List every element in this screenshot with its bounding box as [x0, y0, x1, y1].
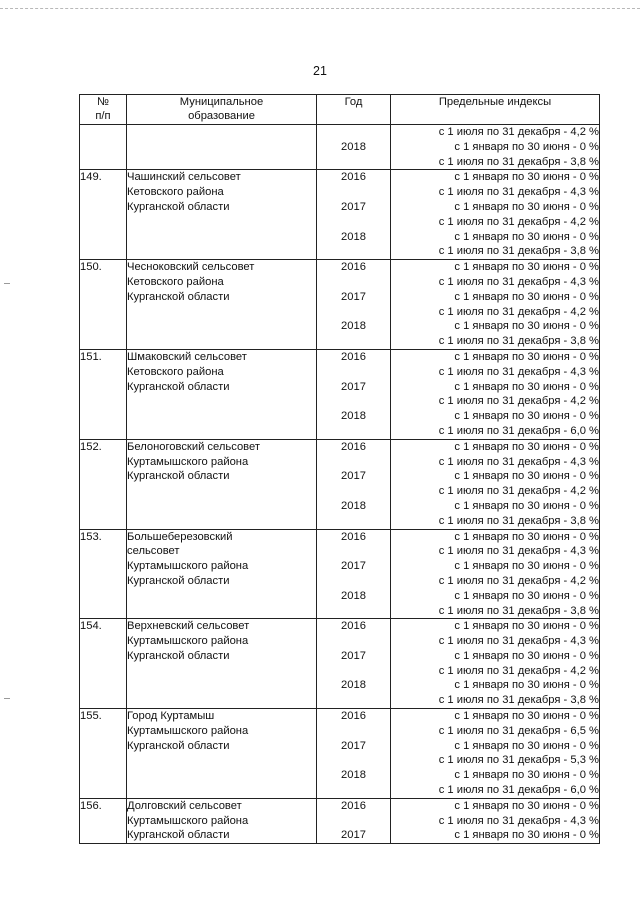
year-cell: [317, 529, 391, 619]
municipality-name-line: Куртамышского района: [127, 724, 249, 737]
year-cell: [317, 709, 391, 799]
table-body: [80, 125, 600, 844]
index-value: с 1 января по 30 июня - 0 %: [454, 470, 599, 483]
index-value: с 1 июля по 31 декабря - 4,3 %: [438, 545, 599, 558]
year-value: 2016: [341, 620, 366, 633]
municipality-name-line: Куртамышского района: [127, 635, 249, 648]
index-value: с 1 июля по 31 декабря - 6,0 %: [438, 784, 599, 797]
index-value: с 1 июля по 31 декабря - 4,3 %: [438, 814, 599, 827]
year-value: [317, 634, 390, 649]
index-value: с 1 июля по 31 декабря - 6,0 %: [438, 424, 599, 437]
table-row: [80, 349, 600, 439]
municipality-name-line: Курганской области: [127, 649, 230, 662]
year-value: 2017: [341, 200, 366, 213]
index-value: с 1 января по 30 июня - 0 %: [454, 171, 599, 184]
municipality-name-line: Курганской области: [127, 574, 230, 587]
year-value: 2018: [341, 320, 366, 333]
year-value: 2018: [341, 499, 366, 512]
header-name-line1: Муниципальное: [179, 96, 264, 108]
row-number: [80, 125, 127, 170]
index-value: с 1 января по 30 июня - 0 %: [454, 530, 599, 543]
municipality-name: [127, 798, 317, 843]
municipality-name: [127, 619, 317, 709]
year-value: [317, 753, 390, 768]
year-value: [317, 783, 390, 798]
index-value: с 1 января по 30 июня - 0 %: [454, 799, 599, 812]
index-value: с 1 июля по 31 декабря - 3,8 %: [438, 245, 599, 258]
year-value: 2017: [341, 290, 366, 303]
row-number: 156.: [80, 798, 127, 843]
municipality-name-line: Шмаковский сельсовет: [127, 350, 247, 363]
index-value: с 1 января по 30 июня - 0 %: [454, 410, 599, 423]
municipality-name-line: Курганской области: [127, 739, 230, 752]
municipality-name-line: Верхневский сельсовет: [127, 620, 250, 633]
index-value: с 1 июля по 31 декабря - 4,3 %: [438, 455, 599, 468]
header-year: [317, 95, 391, 125]
year-value: 2016: [341, 171, 366, 184]
municipality-name: [127, 439, 317, 529]
page-number: 21: [313, 64, 327, 78]
header-num-line1: №: [96, 96, 109, 108]
year-value: 2016: [341, 799, 366, 812]
year-value: 2016: [341, 261, 366, 274]
indices-cell: [391, 349, 600, 439]
year-value: [317, 604, 390, 619]
year-value: [317, 215, 390, 230]
index-value: с 1 июля по 31 декабря - 4,2 %: [438, 395, 599, 408]
year-value: 2016: [341, 710, 366, 723]
scan-margin-mark: [4, 283, 10, 284]
header-municipality: [127, 95, 317, 125]
index-value: с 1 января по 30 июня - 0 %: [454, 710, 599, 723]
municipality-name-line: Кетовского района: [127, 186, 224, 199]
index-value: с 1 июля по 31 декабря - 3,8 %: [438, 604, 599, 617]
year-value: [317, 275, 390, 290]
header-num: [80, 95, 127, 125]
index-value: с 1 января по 30 июня - 0 %: [454, 560, 599, 573]
index-value: с 1 июля по 31 декабря - 3,8 %: [438, 694, 599, 707]
year-value: 2018: [341, 589, 366, 602]
index-value: с 1 июля по 31 декабря - 4,3 %: [438, 365, 599, 378]
scan-top-edge: [0, 8, 640, 9]
municipality-name-line: Курганской области: [127, 200, 230, 213]
index-value: с 1 января по 30 июня - 0 %: [454, 230, 599, 243]
table-row: [80, 529, 600, 619]
municipality-name: [127, 709, 317, 799]
index-value: с 1 января по 30 июня - 0 %: [454, 140, 599, 153]
year-value: [317, 814, 390, 829]
year-value: [317, 244, 390, 259]
indices-cell: [391, 529, 600, 619]
year-value: [317, 724, 390, 739]
municipality-name: [127, 260, 317, 350]
year-value: [317, 365, 390, 380]
index-value: с 1 июля по 31 декабря - 3,8 %: [438, 335, 599, 348]
municipality-name-line: Куртамышского района: [127, 560, 249, 573]
index-value: с 1 января по 30 июня - 0 %: [454, 320, 599, 333]
year-value: [317, 484, 390, 499]
row-number: 152.: [80, 439, 127, 529]
index-value: с 1 января по 30 июня - 0 %: [454, 829, 599, 842]
index-value: с 1 июля по 31 декабря - 4,2 %: [438, 305, 599, 318]
municipality-name-line: Большеберезовский: [127, 530, 233, 543]
year-value: 2018: [341, 410, 366, 423]
year-value: 2017: [341, 649, 366, 662]
year-value: [317, 334, 390, 349]
indices-cell: [391, 619, 600, 709]
indices-cell: [391, 170, 600, 260]
indices-cell: [391, 260, 600, 350]
year-value: 2018: [341, 769, 366, 782]
year-value: 2016: [341, 530, 366, 543]
municipality-name-line: Курганской области: [127, 829, 230, 842]
index-value: с 1 июля по 31 декабря - 4,2 %: [438, 574, 599, 587]
index-value: с 1 июля по 31 декабря - 3,8 %: [438, 155, 599, 168]
year-value: 2017: [341, 829, 366, 842]
index-value: с 1 января по 30 июня - 0 %: [454, 649, 599, 662]
row-number: 155.: [80, 709, 127, 799]
index-value: с 1 июля по 31 декабря - 4,2 %: [438, 485, 599, 498]
index-value: с 1 января по 30 июня - 0 %: [454, 380, 599, 393]
year-value: 2017: [341, 470, 366, 483]
year-value: 2016: [341, 440, 366, 453]
table-row: [80, 260, 600, 350]
index-value: с 1 января по 30 июня - 0 %: [454, 769, 599, 782]
year-value: [317, 424, 390, 439]
year-value: 2017: [341, 560, 366, 573]
municipality-name-line: Куртамышского района: [127, 455, 249, 468]
municipality-name-line: Белоноговский сельсовет: [127, 440, 260, 453]
index-value: с 1 января по 30 июня - 0 %: [454, 290, 599, 303]
scan-margin-mark: [4, 698, 10, 699]
row-number: 154.: [80, 619, 127, 709]
municipality-name-line: Чашинский сельсовет: [127, 171, 241, 184]
municipality-name-line: Курганской области: [127, 290, 230, 303]
table-row: [80, 619, 600, 709]
row-number: 151.: [80, 349, 127, 439]
index-value: с 1 июля по 31 декабря - 3,8 %: [438, 514, 599, 527]
index-value: с 1 июля по 31 декабря - 4,2 %: [438, 126, 599, 138]
municipality-name-line: Кетовского района: [127, 365, 224, 378]
year-cell: [317, 170, 391, 260]
table-row: [80, 170, 600, 260]
municipality-name-line: сельсовет: [127, 545, 180, 558]
municipality-name-line: Город Куртамыш: [127, 710, 215, 723]
year-value: 2018: [341, 679, 366, 692]
year-value: 2018: [341, 230, 366, 243]
row-number: 153.: [80, 529, 127, 619]
year-value: [317, 305, 390, 320]
header-indices: [391, 95, 600, 125]
year-value: [317, 514, 390, 529]
year-cell: [317, 125, 391, 170]
year-value: [317, 693, 390, 708]
year-value: [317, 455, 390, 470]
year-cell: [317, 349, 391, 439]
municipality-name: [127, 125, 317, 170]
year-value: 2017: [341, 380, 366, 393]
index-value: с 1 января по 30 июня - 0 %: [454, 620, 599, 633]
table-row: [80, 709, 600, 799]
municipality-name: [127, 529, 317, 619]
municipality-name-line: Кетовского района: [127, 275, 224, 288]
index-value: с 1 июля по 31 декабря - 4,3 %: [438, 635, 599, 648]
municipality-name-line: Куртамышского района: [127, 814, 249, 827]
table-row: [80, 125, 600, 170]
index-value: с 1 июля по 31 декабря - 4,3 %: [438, 275, 599, 288]
indices-cell: [391, 798, 600, 843]
year-value: [317, 155, 390, 170]
row-number: 150.: [80, 260, 127, 350]
header-name-line2: образование: [188, 110, 255, 122]
index-value: с 1 января по 30 июня - 0 %: [454, 350, 599, 363]
index-value: с 1 июля по 31 декабря - 6,5 %: [438, 724, 599, 737]
header-indices-label: Предельные индексы: [438, 96, 552, 108]
municipality-name: [127, 170, 317, 260]
table-row: [80, 439, 600, 529]
header-num-line2: п/п: [95, 110, 111, 122]
index-value: с 1 января по 30 июня - 0 %: [454, 440, 599, 453]
index-value: с 1 января по 30 июня - 0 %: [454, 200, 599, 213]
index-value: с 1 июля по 31 декабря - 4,2 %: [438, 215, 599, 228]
municipality-name: [127, 349, 317, 439]
index-value: с 1 января по 30 июня - 0 %: [454, 679, 599, 692]
municipality-name-line: Курганской области: [127, 380, 230, 393]
year-cell: [317, 439, 391, 529]
year-value: 2016: [341, 350, 366, 363]
year-value: [317, 574, 390, 589]
index-value: с 1 июля по 31 декабря - 4,3 %: [438, 186, 599, 199]
index-value: с 1 июля по 31 декабря - 4,2 %: [438, 664, 599, 677]
indices-cell: [391, 125, 600, 170]
year-cell: [317, 619, 391, 709]
municipality-name-line: Курганской области: [127, 470, 230, 483]
index-value: с 1 января по 30 июня - 0 %: [454, 499, 599, 512]
indices-table: [79, 94, 600, 844]
index-value: с 1 июля по 31 декабря - 5,3 %: [438, 754, 599, 767]
indices-cell: [391, 439, 600, 529]
year-value: [317, 394, 390, 409]
year-value: [317, 125, 390, 140]
year-value: 2017: [341, 739, 366, 752]
year-cell: [317, 260, 391, 350]
year-value: [317, 185, 390, 200]
municipality-name-line: Чесноковский сельсовет: [127, 261, 255, 274]
header-year-label: Год: [344, 96, 363, 108]
index-value: с 1 января по 30 июня - 0 %: [454, 739, 599, 752]
index-value: с 1 января по 30 июня - 0 %: [454, 261, 599, 274]
year-value: [317, 664, 390, 679]
index-value: с 1 января по 30 июня - 0 %: [454, 589, 599, 602]
municipality-name-line: Долговский сельсовет: [127, 799, 242, 812]
year-cell: [317, 798, 391, 843]
year-value: 2018: [341, 140, 366, 153]
row-number: 149.: [80, 170, 127, 260]
indices-cell: [391, 709, 600, 799]
table-header-row: [80, 95, 600, 125]
year-value: [317, 544, 390, 559]
table-row: [80, 798, 600, 843]
